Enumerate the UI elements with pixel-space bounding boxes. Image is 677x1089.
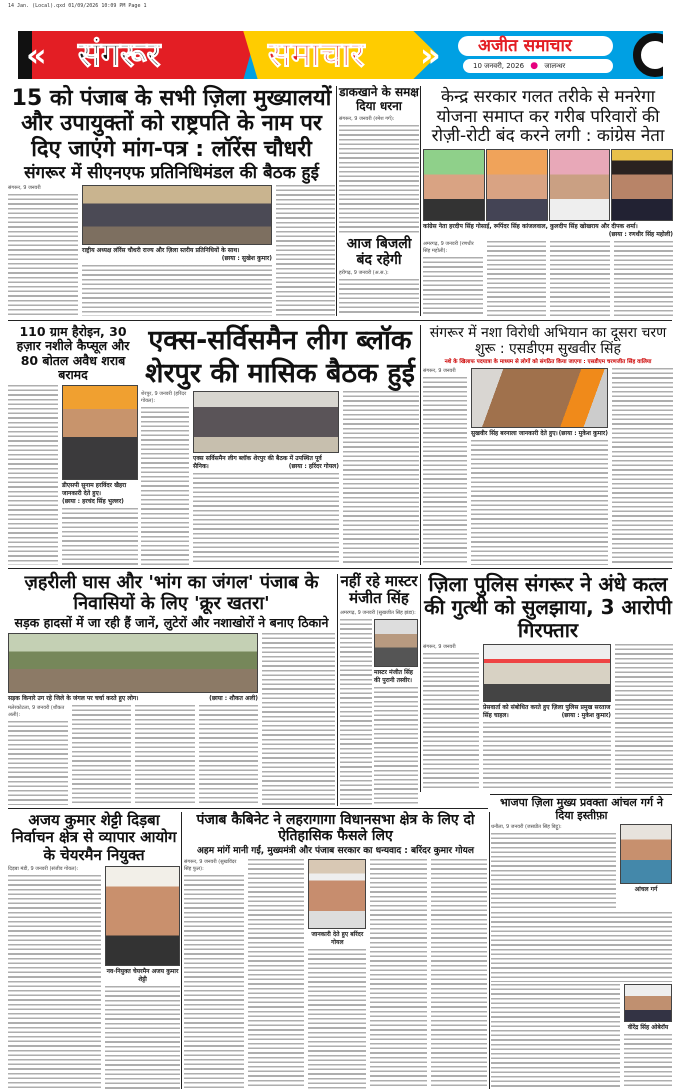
headline: केन्द्र सरकार गलत तरीके से मनरेगा योजना समाप्त कर गरीब परिवारों की रोज़ी-रोटी बंद करने लगी : कांग्रेस नेता [431, 87, 665, 147]
photo-sdm [471, 368, 608, 428]
headline: भाजपा ज़िला मुख्य प्रवक्ता आंचल गर्ग ने दिया इस्तीफ़ा [499, 796, 664, 822]
masthead-title-left: संगरूर [78, 35, 161, 75]
headline: अजय कुमार शेट्टी दिड़बा निर्वाचन क्षेत्र से व्यापार आयोग के चेयरमैन नियुक्त [11, 811, 177, 864]
subline: नशे के खिलाफ पदयात्रा के माध्यम से लोगों को संगठित किया जाएगा : एसडीएम चरणजीत सिंह वालिया [444, 359, 652, 366]
article-congress [423, 88, 673, 316]
dateline: हरीगढ़, 9 जनवरी (अ.स.): [339, 270, 389, 277]
bullet-icon: ● [530, 61, 539, 71]
dateline: संगरूर, 9 जनवरी (सुखविंदर सिंह फुल): [184, 858, 237, 872]
article-ex-servicemen [141, 325, 419, 565]
circle-logo [633, 33, 663, 77]
group-photo [82, 185, 272, 245]
photo-master [374, 619, 418, 667]
edition-date: 10 जनवरी, 2026 [473, 62, 525, 70]
dateline: अमरगढ़, 9 जनवरी (रणधीर सिंह महोली): [423, 240, 474, 254]
dateline: अमरगढ़, 9 जनवरी (सुखजीत सिंह झंडा): [340, 609, 416, 616]
headline: संगरूर में नशा विरोधी अभियान का दूसरा चरण शुरू : एसडीएम सुखवीर सिंह [429, 325, 667, 358]
masthead-title-right: समाचार [268, 35, 365, 75]
edition-city: जालन्धर [544, 62, 566, 70]
print-slug: 14 Jan. (Local).qxd 01/09/2026 10:09 PM Page 1 [8, 3, 147, 9]
photo-caption: एक्स सर्विसमैन लीग ब्लॉक शेरपुर की बैठक में उपस्थित पूर्व सैनिक। (छाया : हरिंदर गोयल) [193, 455, 339, 471]
article-shetty [8, 812, 180, 1089]
dateline: धनौला, 9 जनवरी (जसप्रीत सिंह बिट्टू): [491, 824, 562, 831]
masthead [18, 31, 663, 79]
photo-caption: सुखवीर सिंह बरनाला जानकारी देते हुए। (छाया : मुकेश कुमार) [471, 429, 608, 437]
article-post-office [339, 86, 419, 316]
article-murder-solved [423, 573, 673, 791]
article-heroin [8, 325, 138, 565]
photo-caption: सड़क किनारे उग रहे जिले के जंगल पर चर्चा करते हुए लोग। (छाया : शौकत अली) [8, 694, 258, 702]
photo-caption: मास्टर मंजीत सिंह की पुरानी तस्वीर। [374, 668, 413, 684]
article-master-manjit [340, 573, 418, 805]
photo-ajay-shetty [105, 866, 180, 966]
paper-name: अजीत समाचार [478, 36, 572, 56]
photo-dsp [62, 385, 138, 480]
headline: एक्स-सर्विसमैन लीग ब्लॉक [148, 325, 412, 356]
photo-leader-2 [486, 149, 548, 221]
chevron-left-icon: « [26, 36, 47, 74]
photo-leader-3 [549, 149, 611, 221]
photo-caption: जानकारी देते हुए बरिंदर गोयल [311, 930, 364, 946]
article-poison-grass [8, 573, 335, 805]
photo-barinder-goyal [308, 859, 366, 929]
photo-caption: प्रेसवार्ता को संबोधित करते हुए ज़िला पुलिस प्रमुख सरताज सिंह चाहल। (छाया : मुकेश कुमार) [483, 704, 611, 719]
headline: पंजाब कैबिनेट ने लहरागागा विधानसभा क्षेत्र के लिए दो ऐतिहासिक फैसले लिए [196, 812, 475, 845]
photo-virender-oberoi [624, 984, 672, 1022]
article-bjp-resign [491, 797, 672, 1089]
subhead: सड़क हादसों में जा रही हैं जानें, लुटेरों और नशाखोरों ने बनाए ठिकाने [14, 615, 329, 631]
dateline: दिड़बा मंडी, 9 जनवरी (संजीव गोयल): [8, 865, 79, 872]
photo-caption: आंचल गर्ग [634, 886, 658, 894]
group-photo [193, 391, 339, 453]
photo-caption: कांग्रेस नेता हरदीप सिंह गोसाई, रूपिंदर सिंह कांजलवाल, कुलदीप सिंह खोखराय और दीपक शर्मा। (छाया : रणधीर सिंह महोली) [423, 222, 673, 238]
subhead: अहम मांगें मानी गईं, मुख्यमंत्री और पंजाब सरकार का धन्यवाद : बरिंदर कुमार गोयल [197, 846, 474, 857]
chevron-right-icon: » [420, 36, 441, 74]
headline: 110 ग्राम हैरोइन, 30 हज़ार नशीले कैप्सूल और 80 बोतल अवैध शराब बरामद [16, 324, 130, 383]
headline: डाकखाने के समक्ष दिया धरना [339, 85, 419, 113]
headline: आज बिजली बंद रहेगी [346, 236, 412, 269]
article-cnf [8, 86, 335, 316]
headline: शेरपुर की मासिक बैठक हुई [145, 358, 415, 390]
photo-anchal-garg [620, 824, 672, 884]
article-anti-drug [423, 325, 673, 565]
photo-leader-1 [423, 149, 485, 221]
headline: ज़हरीली घास और 'भांग का जंगल' पंजाब के निवासियों के लिए 'क्रूर खतरा' [24, 572, 319, 614]
dateline: मलेरकोटला, 9 जनवरी (शौकत अली): [8, 704, 65, 718]
headline: नहीं रहे मास्टर मंजीत सिंह [340, 572, 418, 608]
article-cabinet [184, 812, 487, 1089]
dateline: संगरूर, 9 जनवरी [423, 367, 456, 374]
photo-roadside [8, 633, 258, 693]
subhead: संगरूर में सीएनएफ प्रतिनिधिमंडल की बैठक हुई [24, 162, 319, 183]
photo-leader-4 [611, 149, 673, 221]
photo-caption: वीरेंद्र सिंह ओबेरॉय [627, 1024, 669, 1032]
photo-press-conference [483, 644, 611, 702]
dateline: संगरूर, 9 जनवरी [423, 644, 456, 650]
headline: 15 को पंजाब के सभी ज़िला मुख्यालयों और उपायुक्तों को राष्ट्रपति के नाम पर दिए जाएंगे मांग-पत्र : लॉरेंस चौधरी [11, 86, 332, 162]
dateline: संगरूर, 9 जनवरी (रमेश गर्ग): [339, 115, 395, 122]
photo-caption: डीएसपी सुनाम हरविंदर खैहरा जानकारी देते हुए। (छाया : हरचंद सिंह भुल्लर) [62, 481, 127, 505]
dateline: संगरूर, 9 जनवरी [8, 185, 41, 192]
photo-caption: नव-नियुक्त चेयरमैन अजय कुमार शेट्टी [106, 967, 179, 983]
headline: ज़िला पुलिस संगरूर ने अंधे कत्ल की गुत्थी को सुलझाया, 3 आरोपी गिरफ्तार [424, 572, 672, 642]
photo-caption: राष्ट्रीय अध्यक्ष लॉरेंस चौधरी राज्य और ज़िला स्तरीय प्रतिनिधियों के साथ। (छाया : सुखेश कुमार) [82, 247, 272, 263]
dateline: शेरपुर, 9 जनवरी (हरिंदर गोयल): [141, 391, 187, 405]
